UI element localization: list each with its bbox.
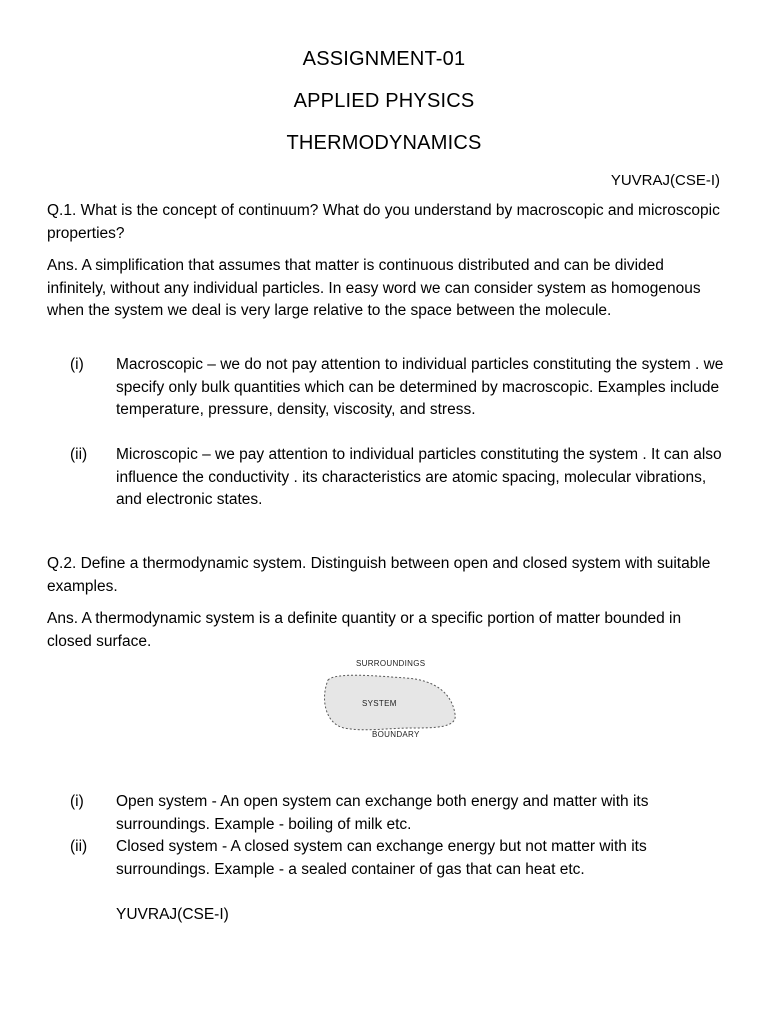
q1-answer: Ans. A simplification that assumes that matter is continuous distributed and can be divided infinitely, without any individual particles. In easy word we can consider system as homogenous when the system we deal is very large relative to the space between the molecule. [47,257,701,319]
q1-item-2-number: (ii) [70,446,88,463]
q1-question: Q.1. What is the concept of continuum? What do you understand by macroscopic and microscopic properties? [47,202,720,242]
q2-item-2-text: Closed system - A closed system can exchange energy but not matter with its surroundings. Example - a sealed container of gas that can heat etc. [116,838,647,878]
q1-item-1-number: (i) [70,356,84,373]
topic-title: THERMODYNAMICS [286,132,482,154]
q2-answer: Ans. A thermodynamic system is a definite quantity or a specific portion of matter bounded in closed surface. [47,610,682,650]
boundary-label: BOUNDARY [372,730,420,739]
assignment-title: ASSIGNMENT-01 [302,48,466,70]
q2-item-2-number: (ii) [70,838,88,855]
surroundings-label: SURROUNDINGS [356,659,426,668]
q2-question: Q.2. Define a thermodynamic system. Distinguish between open and closed system with suitable examples. [47,555,711,595]
system-label: SYSTEM [362,699,397,708]
q2-item-1-text: Open system - An open system can exchange both energy and matter with its surroundings. Example - boiling of milk etc. [116,793,649,833]
subject-title: APPLIED PHYSICS [293,90,475,112]
q2-item-1-number: (i) [70,793,84,810]
author-name-top: YUVRAJ(CSE-I) [610,172,720,189]
q1-item-2-text: Microscopic – we pay attention to individual particles constituting the system . It can also influence the conductivity . its characteristics are atomic spacing, molecular vibrations, and electronic states. [116,446,722,508]
system-boundary-diagram [316,656,464,744]
q1-item-1-text: Macroscopic – we do not pay attention to individual particles constituting the system . we specify only bulk quantities which can be determined by macroscopic. Examples include temperature, pressure, density, viscosity, and stress. [116,356,724,418]
author-name-bottom: YUVRAJ(CSE-I) [116,906,229,923]
